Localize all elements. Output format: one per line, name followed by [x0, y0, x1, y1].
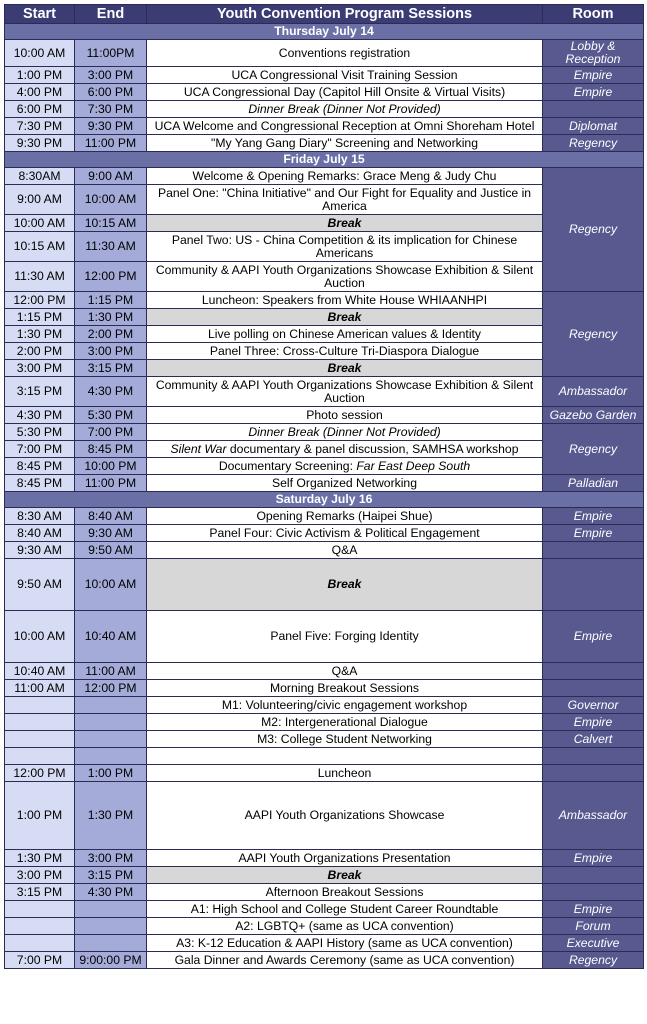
end-time: 9:30 PM	[75, 118, 147, 135]
session-title: Q&A	[147, 663, 543, 680]
session-title: Documentary Screening: Far East Deep South	[147, 458, 543, 475]
table-row	[5, 377, 644, 407]
end-time: 9:00 AM	[75, 168, 147, 185]
session-title: M3: College Student Networking	[147, 731, 543, 748]
room-header: Room	[543, 5, 644, 24]
table-row	[5, 168, 644, 185]
session-title: UCA Congressional Visit Training Session	[147, 67, 543, 84]
end-time	[75, 714, 147, 731]
start-time: 10:00 AM	[5, 611, 75, 663]
room-name	[543, 101, 644, 118]
start-time	[5, 748, 75, 765]
end-time	[75, 935, 147, 952]
start-time	[5, 918, 75, 935]
table-row	[5, 542, 644, 559]
end-time	[75, 918, 147, 935]
start-time: 10:00 AM	[5, 40, 75, 67]
end-time	[75, 697, 147, 714]
table-row	[5, 135, 644, 152]
start-time: 2:00 PM	[5, 343, 75, 360]
table-row	[5, 714, 644, 731]
table-row	[5, 40, 644, 67]
session-title: Panel Four: Civic Activism & Political Engagement	[147, 525, 543, 542]
start-time: 4:00 PM	[5, 84, 75, 101]
table-row	[5, 663, 644, 680]
start-time: 6:00 PM	[5, 101, 75, 118]
room-name: Regency	[543, 424, 644, 475]
start-time: 12:00 PM	[5, 765, 75, 782]
start-time: 1:30 PM	[5, 850, 75, 867]
session-title: UCA Congressional Day (Capitol Hill Onsite & Virtual Visits)	[147, 84, 543, 101]
session-title: Afternoon Breakout Sessions	[147, 884, 543, 901]
end-time: 1:30 PM	[75, 309, 147, 326]
table-row	[5, 67, 644, 84]
table-row	[5, 884, 644, 901]
day-row	[5, 492, 644, 508]
table-row	[5, 782, 644, 850]
emphasis-text: Far East Deep South	[356, 458, 471, 473]
start-time: 5:30 PM	[5, 424, 75, 441]
room-name	[543, 748, 644, 765]
room-name: Governor	[543, 697, 644, 714]
room-name: Empire	[543, 525, 644, 542]
end-time: 11:00PM	[75, 40, 147, 67]
break-cell: Break	[147, 867, 543, 884]
start-time: 10:00 AM	[5, 215, 75, 232]
start-time: 3:00 PM	[5, 360, 75, 377]
room-name: Empire	[543, 714, 644, 731]
session-title: Dinner Break (Dinner Not Provided)	[147, 101, 543, 118]
room-name: Gazebo Garden	[543, 407, 644, 424]
end-time: 3:00 PM	[75, 850, 147, 867]
table-row	[5, 508, 644, 525]
session-title: M2: Intergenerational Dialogue	[147, 714, 543, 731]
end-time: 12:00 PM	[75, 680, 147, 697]
session-title: Luncheon	[147, 765, 543, 782]
start-time: 9:50 AM	[5, 559, 75, 611]
start-time: 9:30 AM	[5, 542, 75, 559]
room-name: Empire	[543, 67, 644, 84]
end-time: 3:15 PM	[75, 360, 147, 377]
end-time: 11:30 AM	[75, 232, 147, 262]
room-name: Lobby & Reception	[543, 40, 644, 67]
start-time: 8:45 PM	[5, 475, 75, 492]
session-title: M1: Volunteering/civic engagement workshop	[147, 697, 543, 714]
table-row	[5, 680, 644, 697]
start-time: 9:30 PM	[5, 135, 75, 152]
session-title: Community & AAPI Youth Organizations Showcase Exhibition & Silent Auction	[147, 262, 543, 292]
table-row	[5, 731, 644, 748]
table-row	[5, 918, 644, 935]
table-row	[5, 748, 644, 765]
start-time: 9:00 AM	[5, 185, 75, 215]
end-header: End	[75, 5, 147, 24]
start-time: 7:30 PM	[5, 118, 75, 135]
start-time: 3:15 PM	[5, 884, 75, 901]
table-row	[5, 611, 644, 663]
session-title: A2: LGBTQ+ (same as UCA convention)	[147, 918, 543, 935]
start-time: 3:15 PM	[5, 377, 75, 407]
session-title: Conventions registration	[147, 40, 543, 67]
end-time: 1:00 PM	[75, 765, 147, 782]
start-time: 11:30 AM	[5, 262, 75, 292]
end-time	[75, 901, 147, 918]
table-row	[5, 697, 644, 714]
room-name	[543, 680, 644, 697]
session-title: Panel One: "China Initiative" and Our Fight for Equality and Justice in America	[147, 185, 543, 215]
session-title: UCA Welcome and Congressional Reception at Omni Shoreham Hotel	[147, 118, 543, 135]
table-row	[5, 901, 644, 918]
session-title: Welcome & Opening Remarks: Grace Meng & Judy Chu	[147, 168, 543, 185]
end-time	[75, 748, 147, 765]
room-name	[543, 559, 644, 611]
table-row	[5, 952, 644, 969]
session-title: Community & AAPI Youth Organizations Showcase Exhibition & Silent Auction	[147, 377, 543, 407]
room-name: Regency	[543, 135, 644, 152]
table-row	[5, 118, 644, 135]
end-time: 11:00 AM	[75, 663, 147, 680]
end-time: 7:00 PM	[75, 424, 147, 441]
start-time: 1:15 PM	[5, 309, 75, 326]
room-name	[543, 663, 644, 680]
end-time: 3:00 PM	[75, 343, 147, 360]
session-title: Luncheon: Speakers from White House WHIAANHPI	[147, 292, 543, 309]
end-time: 11:00 PM	[75, 135, 147, 152]
end-time: 10:00 AM	[75, 559, 147, 611]
table-row	[5, 292, 644, 309]
end-time: 7:30 PM	[75, 101, 147, 118]
room-name: Forum	[543, 918, 644, 935]
end-time: 8:40 AM	[75, 508, 147, 525]
start-time	[5, 714, 75, 731]
break-cell: Break	[147, 559, 543, 611]
room-name: Empire	[543, 850, 644, 867]
table-row	[5, 525, 644, 542]
start-time: 7:00 PM	[5, 441, 75, 458]
end-time: 3:15 PM	[75, 867, 147, 884]
end-time: 12:00 PM	[75, 262, 147, 292]
end-time: 4:30 PM	[75, 884, 147, 901]
break-cell: Break	[147, 309, 543, 326]
break-cell: Break	[147, 360, 543, 377]
room-name	[543, 542, 644, 559]
start-time: 3:00 PM	[5, 867, 75, 884]
room-name: Regency	[543, 168, 644, 292]
day-row	[5, 24, 644, 40]
session-title: Live polling on Chinese American values & Identity	[147, 326, 543, 343]
emphasis-text: Silent War	[170, 441, 227, 456]
room-name: Regency	[543, 952, 644, 969]
room-name	[543, 867, 644, 884]
start-time: 1:00 PM	[5, 67, 75, 84]
session-title: AAPI Youth Organizations Presentation	[147, 850, 543, 867]
session-title: AAPI Youth Organizations Showcase	[147, 782, 543, 850]
table-row	[5, 765, 644, 782]
end-time: 8:45 PM	[75, 441, 147, 458]
session-title: Self Organized Networking	[147, 475, 543, 492]
start-time: 10:40 AM	[5, 663, 75, 680]
room-name: Regency	[543, 292, 644, 377]
session-title: Panel Three: Cross-Culture Tri-Diaspora Dialogue	[147, 343, 543, 360]
start-time: 8:45 PM	[5, 458, 75, 475]
table-row	[5, 475, 644, 492]
start-time: 8:40 AM	[5, 525, 75, 542]
session-title: Panel Five: Forging Identity	[147, 611, 543, 663]
program-table	[4, 4, 644, 969]
room-name: Empire	[543, 508, 644, 525]
table-row	[5, 407, 644, 424]
start-time	[5, 731, 75, 748]
end-time: 1:15 PM	[75, 292, 147, 309]
end-time: 9:00:00 PM	[75, 952, 147, 969]
end-time: 10:15 AM	[75, 215, 147, 232]
end-time: 5:30 PM	[75, 407, 147, 424]
end-time: 2:00 PM	[75, 326, 147, 343]
end-time: 4:30 PM	[75, 377, 147, 407]
start-time: 1:00 PM	[5, 782, 75, 850]
room-name: Empire	[543, 901, 644, 918]
session-title: Panel Two: US - China Competition & its implication for Chinese Americans	[147, 232, 543, 262]
session-title: Dinner Break (Dinner Not Provided)	[147, 424, 543, 441]
sessions-header: Youth Convention Program Sessions	[147, 5, 543, 24]
session-title: Q&A	[147, 542, 543, 559]
start-time: 8:30AM	[5, 168, 75, 185]
day-row	[5, 152, 644, 168]
room-name: Ambassador	[543, 782, 644, 850]
session-title: A3: K-12 Education & AAPI History (same as UCA convention)	[147, 935, 543, 952]
session-title: "My Yang Gang Diary" Screening and Networking	[147, 135, 543, 152]
break-cell: Break	[147, 215, 543, 232]
start-time: 10:15 AM	[5, 232, 75, 262]
table-row	[5, 84, 644, 101]
table-row	[5, 424, 644, 441]
room-name: Empire	[543, 84, 644, 101]
end-time: 1:30 PM	[75, 782, 147, 850]
end-time: 9:50 AM	[75, 542, 147, 559]
start-time: 11:00 AM	[5, 680, 75, 697]
session-title: A1: High School and College Student Career Roundtable	[147, 901, 543, 918]
end-time: 10:40 AM	[75, 611, 147, 663]
day-label: Thursday July 14	[5, 24, 644, 40]
end-time: 10:00 PM	[75, 458, 147, 475]
start-time	[5, 935, 75, 952]
start-time: 1:30 PM	[5, 326, 75, 343]
end-time: 3:00 PM	[75, 67, 147, 84]
table-row	[5, 935, 644, 952]
room-name: Diplomat	[543, 118, 644, 135]
day-label: Saturday July 16	[5, 492, 644, 508]
room-name: Ambassador	[543, 377, 644, 407]
session-title	[147, 748, 543, 765]
start-time	[5, 697, 75, 714]
day-label: Friday July 15	[5, 152, 644, 168]
start-time: 8:30 AM	[5, 508, 75, 525]
session-title: Silent War documentary & panel discussion, SAMHSA workshop	[147, 441, 543, 458]
start-time: 4:30 PM	[5, 407, 75, 424]
room-name: Palladian	[543, 475, 644, 492]
room-name: Empire	[543, 611, 644, 663]
header-row	[5, 5, 644, 24]
room-name	[543, 765, 644, 782]
session-title: Morning Breakout Sessions	[147, 680, 543, 697]
room-name: Executive	[543, 935, 644, 952]
session-title: Photo session	[147, 407, 543, 424]
table-row	[5, 850, 644, 867]
room-name	[543, 884, 644, 901]
end-time: 11:00 PM	[75, 475, 147, 492]
session-title: Opening Remarks (Haipei Shue)	[147, 508, 543, 525]
table-row	[5, 867, 644, 884]
end-time: 9:30 AM	[75, 525, 147, 542]
start-time: 7:00 PM	[5, 952, 75, 969]
end-time: 6:00 PM	[75, 84, 147, 101]
start-time: 12:00 PM	[5, 292, 75, 309]
session-title: Gala Dinner and Awards Ceremony (same as UCA convention)	[147, 952, 543, 969]
table-row	[5, 101, 644, 118]
end-time	[75, 731, 147, 748]
end-time: 10:00 AM	[75, 185, 147, 215]
room-name: Calvert	[543, 731, 644, 748]
start-header: Start	[5, 5, 75, 24]
start-time	[5, 901, 75, 918]
table-row	[5, 559, 644, 611]
